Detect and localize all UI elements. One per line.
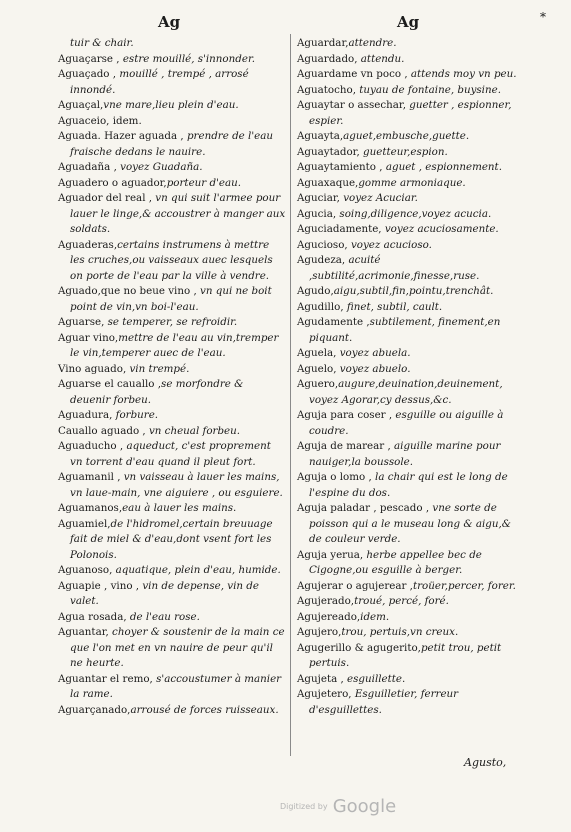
definition: esguille ou aiguille à coudre. — [309, 409, 504, 437]
headword: Aguada. Hazer aguada , — [58, 130, 184, 142]
definition: vn qui suit l'armee pour lauer le linge,& accoustrer à manger aux soldats. — [70, 192, 286, 235]
headword: Aguaçal, — [58, 99, 104, 111]
headword: Aguelo, — [297, 362, 337, 375]
definition: herbe appellee bec de Cigogne,ou esguille à berger. — [309, 548, 482, 576]
headword: Aguaderas, — [58, 238, 118, 251]
dictionary-entry — [297, 222, 521, 238]
definition: vin trempé. — [126, 362, 190, 375]
dictionary-entry — [297, 439, 521, 470]
headword: Aguaytamiento , — [297, 161, 383, 173]
dictionary-entry — [58, 408, 286, 424]
headword: Aguja de marear , — [297, 440, 391, 452]
dictionary-entry — [58, 67, 286, 98]
column-divider — [290, 34, 291, 756]
definition: aquatique, plein d'eau, humide. — [112, 564, 281, 576]
dictionary-entry — [58, 362, 286, 378]
definition: attendre. — [348, 37, 397, 49]
definition: guetteur,espion. — [359, 145, 448, 158]
headword: Aguamiel, — [58, 517, 111, 530]
definition: soing,diligence,voyez acucia. — [336, 207, 492, 220]
headword: Aguaceio, idem. — [58, 114, 142, 127]
dictionary-entry — [58, 284, 286, 315]
definition: Esguilletier, ferreur d'esguillettes. — [309, 688, 459, 716]
headword: Aguar vino, — [58, 331, 119, 344]
headword: Agujero, — [297, 626, 342, 638]
definition: se temperer, se refroidir. — [104, 316, 238, 328]
dictionary-entry — [297, 145, 521, 161]
definition: vn vaisseau à lauer les mains, vn laue-main, vne aiguiere , ou esguiere. — [70, 471, 283, 499]
definition: vin de depense, vin de valet. — [70, 579, 259, 607]
dictionary-entry — [297, 548, 521, 579]
headword: Aguamanos, — [58, 502, 123, 514]
definition: estre mouillé, s'innonder. — [119, 52, 256, 65]
definition: attends moy vn peu. — [407, 68, 517, 80]
dictionary-entry — [297, 594, 521, 610]
headword: Agua rosada, — [58, 610, 127, 623]
dictionary-entry — [297, 672, 521, 688]
right-column — [297, 36, 521, 718]
definition: porteur d'eau. — [166, 176, 242, 189]
definition: guetter , espionner, espier. — [309, 99, 512, 127]
dictionary-entry — [58, 331, 286, 362]
dictionary-entry — [297, 625, 521, 641]
headword: Aguarse el cauallo , — [58, 378, 162, 390]
headword: Aguatocho, — [297, 83, 357, 96]
dictionary-entry — [297, 36, 521, 52]
dictionary-entry — [297, 52, 521, 68]
dictionary-entry — [58, 377, 286, 408]
digitized-label: Digitized by — [280, 802, 328, 811]
dictionary-entry — [297, 687, 521, 718]
headword: Aguja o lomo , — [297, 471, 372, 483]
definition: voyez abuelo. — [336, 362, 411, 375]
definition: augure,deuination,deuinement, voyez Agorar,cy dessus,&c. — [309, 378, 503, 406]
left-column — [58, 36, 286, 718]
definition: certains instrumens à mettre les cruches,ou vaisseaux auec lesquels on porte de l'eau par la ville à vendre. — [70, 238, 273, 282]
definition: eau à lauer les mains. — [122, 502, 237, 514]
dictionary-entry — [297, 238, 521, 254]
headword: Agujerar o agujerear , — [297, 579, 413, 592]
definition: s'accoustumer à manier la rame. — [70, 672, 282, 700]
google-wordmark: Google — [332, 796, 397, 817]
digitized-watermark — [280, 796, 396, 817]
definition: forbure. — [112, 409, 159, 421]
headword: Aguela, — [297, 347, 337, 359]
definition: choyer & soustenir de la main ce que l'on met en vn nauire de peur qu'il ne heurte. — [70, 626, 285, 669]
headword: Vino aguado, — [58, 362, 127, 375]
headword: Aguarse, — [58, 316, 105, 328]
headword: Agudillo, — [297, 300, 344, 313]
headword: Aguaçado , — [58, 68, 117, 80]
dictionary-entry — [297, 176, 521, 192]
dictionary-entry — [297, 377, 521, 408]
definition: tuyau de fontaine, buysine. — [356, 83, 501, 96]
dictionary-entry — [58, 52, 286, 68]
dictionary-entry — [58, 36, 286, 52]
definition: se morfondre & deuenir forbeu. — [70, 378, 244, 406]
definition: aqueduct, c'est proprement vn torrent d'eau quand il pleut fort. — [70, 440, 271, 468]
running-head-right: Ag — [397, 13, 420, 31]
headword: Agucia, — [297, 207, 337, 220]
headword: Aguardame vn poco , — [297, 68, 408, 80]
dictionary-entry — [297, 501, 521, 548]
definition: esguillette. — [343, 672, 406, 685]
definition: de l'eau rose. — [126, 610, 200, 623]
dictionary-entry — [297, 83, 521, 99]
definition: vne sorte de poisson qui a le museau long & aigu,& de couleur verde. — [309, 502, 511, 545]
dictionary-entry — [297, 641, 521, 672]
dictionary-entry — [297, 191, 521, 207]
headword: Aguaxaque, — [297, 176, 359, 189]
dictionary-entry — [297, 315, 521, 346]
dictionary-entry — [297, 67, 521, 83]
definition: subtilement, finement,en piquant. — [309, 316, 501, 344]
headword: Aguaducho , — [58, 440, 124, 452]
headword: Aguado,que no beue vino , — [58, 285, 197, 297]
dictionary-entry — [297, 346, 521, 362]
definition: tuir & chair. — [70, 37, 134, 49]
dictionary-entry — [58, 470, 286, 501]
headword: Agujereado, — [297, 610, 361, 623]
headword: Aguciar, — [297, 192, 340, 204]
definition: voyez acuciosamente. — [381, 223, 499, 235]
headword: Aguardado, — [297, 52, 358, 65]
definition: gomme armoniaque. — [358, 176, 466, 189]
headword: Agudo, — [297, 285, 334, 297]
definition: troué, percé, foré. — [354, 595, 449, 607]
dictionary-entry — [58, 238, 286, 285]
headword: Aguantar, — [58, 626, 109, 638]
running-head-left: Ag — [158, 13, 181, 31]
definition: voyez acucioso. — [347, 238, 432, 251]
definition: finet, subtil, cault. — [343, 300, 443, 313]
dictionary-entry — [297, 579, 521, 595]
headword: Agudamente , — [297, 316, 370, 328]
headword: Agucioso, — [297, 238, 348, 251]
headword: Aguaytar o assechar, — [297, 99, 406, 111]
definition: aiguille marine pour nauiger,la boussole. — [309, 440, 501, 468]
definition: vn cheual forbeu. — [145, 424, 241, 437]
definition: aguet,embusche,guette. — [343, 130, 470, 142]
dictionary-entry — [297, 470, 521, 501]
definition: de l'hidromel,certain breuuage fait de miel & d'eau,dont vsent fort les Polonois. — [70, 517, 273, 561]
dictionary-entry — [297, 98, 521, 129]
headword: Aguapie , vino , — [58, 579, 140, 592]
headword: Agugerillo & agugerito, — [297, 641, 421, 654]
definition: troüer,percer, forer. — [412, 579, 516, 592]
definition: voyez Acuciar. — [339, 192, 418, 204]
definition: voyez abuela. — [336, 347, 411, 359]
headword: Aguarçanado, — [58, 703, 131, 716]
dictionary-entry — [58, 672, 286, 703]
dictionary-entry — [58, 424, 286, 440]
dictionary-entry — [58, 439, 286, 470]
headword: Aguador del real , — [58, 192, 153, 204]
definition: idem. — [360, 610, 390, 623]
dictionary-entry — [297, 362, 521, 378]
headword: Agujeta , — [297, 672, 344, 685]
catchword: Agusto, — [464, 756, 507, 769]
dictionary-entry — [58, 501, 286, 517]
dictionary-entry — [58, 98, 286, 114]
dictionary-entry — [297, 253, 521, 284]
dictionary-entry — [58, 191, 286, 238]
headword: Aguja para coser , — [297, 409, 393, 421]
definition: mettre de l'eau au vin,tremper le vin,temperer auec de l'eau. — [70, 331, 279, 359]
dictionary-entry — [58, 563, 286, 579]
headword: Cauallo aguado , — [58, 424, 146, 437]
dictionary-entry — [297, 284, 521, 300]
page-mark: * — [540, 10, 546, 24]
definition: arrousé de forces ruisseaux. — [130, 703, 279, 716]
headword: Aguamanil , — [58, 471, 121, 483]
dictionary-entry — [58, 160, 286, 176]
headword: Aguja paladar , pescado , — [297, 502, 430, 514]
headword: Aguja yerua, — [297, 548, 364, 561]
definition: aguet , espionnement. — [382, 161, 502, 173]
definition: vne mare,lieu plein d'eau. — [103, 99, 239, 111]
headword: Aguaytador, — [297, 145, 360, 158]
definition: attendu. — [357, 52, 405, 65]
definition: aigu,subtil,fin,pointu,trenchât. — [333, 285, 494, 297]
dictionary-entry — [58, 703, 286, 719]
headword: Agujerado, — [297, 595, 355, 607]
dictionary-entry — [58, 610, 286, 626]
headword: Aguantar el remo, — [58, 672, 153, 685]
dictionary-entry — [58, 517, 286, 564]
headword: Aguanoso, — [58, 564, 113, 576]
dictionary-entry — [58, 129, 286, 160]
dictionary-entry — [297, 300, 521, 316]
headword: Aguaçarse , — [58, 52, 120, 65]
headword: Aguardar, — [297, 37, 349, 49]
definition: acuité ,subtilité,acrimonie,finesse,ruse. — [309, 254, 480, 282]
headword: Aguadura, — [58, 409, 113, 421]
dictionary-entry — [58, 114, 286, 130]
dictionary-entry — [297, 129, 521, 145]
definition: petit trou, petit pertuis. — [309, 641, 502, 669]
dictionary-entry — [297, 160, 521, 176]
dictionary-entry — [58, 625, 286, 672]
headword: Aguadaña , — [58, 161, 117, 173]
dictionary-entry — [297, 610, 521, 626]
headword: Aguciadamente, — [297, 223, 382, 235]
definition: la chair qui est le long de l'espine du dos. — [309, 471, 508, 499]
definition: mouillé , trempé , arrosé innondé. — [70, 68, 249, 96]
headword: Aguero, — [297, 378, 339, 390]
dictionary-entry — [58, 176, 286, 192]
definition: vn qui ne boit point de vin,vn boi-l'eau. — [70, 285, 272, 313]
dictionary-entry — [58, 315, 286, 331]
definition: voyez Guadaña. — [116, 161, 203, 173]
definition: trou, pertuis,vn creux. — [341, 626, 459, 638]
headword: Aguadero o aguador, — [58, 176, 167, 189]
dictionary-entry — [297, 207, 521, 223]
headword: Aguayta, — [297, 130, 344, 142]
headword: Agujetero, — [297, 688, 352, 700]
headword: Agudeza, — [297, 254, 346, 266]
definition: prendre de l'eau fraische dedans le nauire. — [70, 130, 274, 158]
dictionary-entry — [58, 579, 286, 610]
dictionary-entry — [297, 408, 521, 439]
